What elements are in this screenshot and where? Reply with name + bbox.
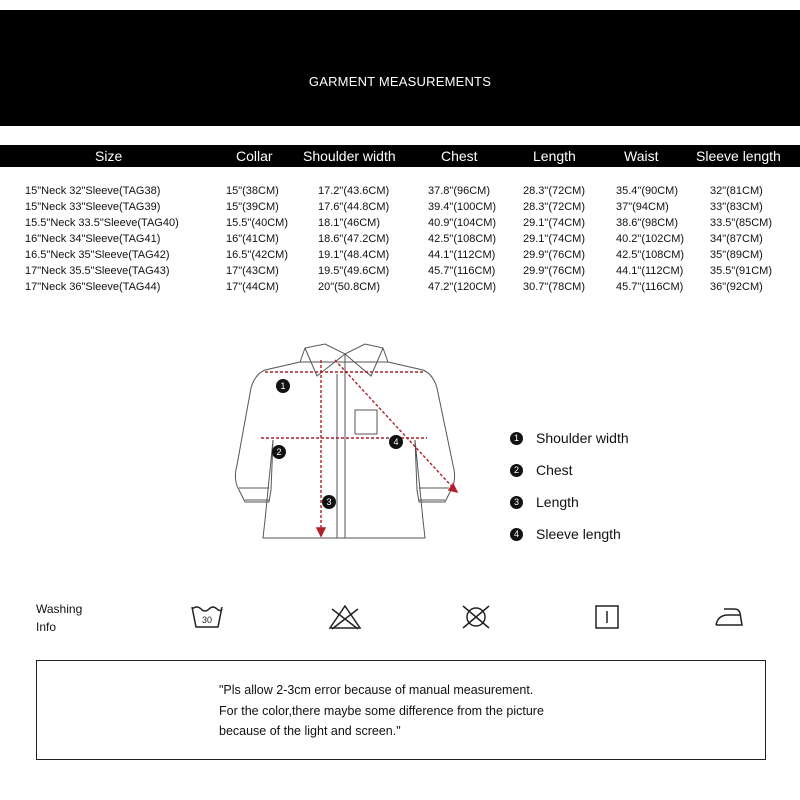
legend-label: Chest [536, 462, 573, 478]
table-row [0, 217, 800, 233]
cell-size: 15.5"Neck 33.5"Sleeve(TAG40) [25, 217, 179, 229]
cell-chest: 44.1"(112CM) [428, 249, 496, 261]
table-row [0, 201, 800, 217]
table-row [0, 281, 800, 297]
cell-shoulder: 17.2"(43.6CM) [318, 185, 390, 197]
cell-size: 17"Neck 35.5"Sleeve(TAG43) [25, 265, 170, 277]
cell-length: 28.3"(72CM) [523, 185, 585, 197]
disclaimer-line3: because of the light and screen." [219, 724, 401, 738]
header-collar: Collar [236, 148, 273, 164]
cell-size: 16"Neck 34"Sleeve(TAG41) [25, 233, 161, 245]
cell-waist: 38.6"(98CM) [616, 217, 678, 229]
cell-length: 29.9"(76CM) [523, 265, 585, 277]
legend-number: 3 [510, 496, 523, 509]
legend-label: Shoulder width [536, 430, 629, 446]
disclaimer-line2: For the color,there maybe some difference from the picture [219, 704, 544, 718]
washing-info-label [36, 600, 82, 636]
cell-waist: 35.4"(90CM) [616, 185, 678, 197]
shirt-collar [300, 344, 388, 362]
header-size: Size [95, 148, 123, 164]
cell-size: 15"Neck 33"Sleeve(TAG39) [25, 201, 161, 213]
cell-waist: 45.7"(116CM) [616, 281, 684, 293]
cell-chest: 40.9"(104CM) [428, 217, 497, 229]
cell-chest: 45.7"(116CM) [428, 265, 496, 277]
disclaimer-box [36, 660, 766, 760]
page-title: GARMENT MEASUREMENTS [308, 74, 492, 89]
legend-number: 2 [510, 464, 523, 477]
header-waist: Waist [624, 148, 659, 164]
cell-sleeve: 35.5"(91CM) [710, 265, 772, 277]
marker-4-label: 4 [393, 437, 399, 447]
table-row [0, 249, 800, 265]
cell-size: 17"Neck 36"Sleeve(TAG44) [25, 281, 161, 293]
cell-chest: 37.8"(96CM) [428, 185, 490, 197]
table-row [0, 233, 800, 249]
marker-1-label: 1 [280, 381, 286, 391]
cell-length: 28.3"(72CM) [523, 201, 585, 213]
cell-length: 30.7"(78CM) [523, 281, 585, 293]
cell-shoulder: 18.6"(47.2CM) [318, 233, 390, 245]
iron-icon [712, 603, 746, 631]
cell-waist: 40.2"(102CM) [616, 233, 685, 245]
cell-collar: 16"(41CM) [226, 233, 279, 245]
no-bleach-icon [328, 603, 362, 631]
marker-3-label: 3 [326, 497, 332, 507]
line-dry-icon [590, 603, 624, 631]
cell-chest: 42.5"(108CM) [428, 233, 497, 245]
table-row [0, 265, 800, 281]
cell-collar: 17"(44CM) [226, 281, 279, 293]
header-shoulder-width: Shoulder width [303, 148, 396, 164]
cell-sleeve: 36"(92CM) [710, 281, 763, 293]
cell-collar: 15.5"(40CM) [226, 217, 288, 229]
wash-30-icon [190, 603, 224, 631]
disclaimer-line1: "Pls allow 2-3cm error because of manual measurement. [219, 683, 534, 697]
cell-shoulder: 19.5"(49.6CM) [318, 265, 390, 277]
table-row [0, 185, 800, 201]
legend-number: 1 [510, 432, 523, 445]
cell-collar: 15"(39CM) [226, 201, 279, 213]
legend-label: Sleeve length [536, 526, 621, 542]
cell-size: 15"Neck 32"Sleeve(TAG38) [25, 185, 161, 197]
shirt-measurement-diagram [225, 340, 475, 555]
legend-number: 4 [510, 528, 523, 541]
cell-sleeve: 33"(83CM) [710, 201, 763, 213]
cell-collar: 17"(43CM) [226, 265, 279, 277]
legend-label: Length [536, 494, 579, 510]
cell-waist: 42.5"(108CM) [616, 249, 685, 261]
cell-collar: 16.5"(42CM) [226, 249, 288, 261]
cell-chest: 47.2"(120CM) [428, 281, 497, 293]
cell-chest: 39.4"(100CM) [428, 201, 497, 213]
marker-2-label: 2 [276, 447, 282, 457]
measurement-table [0, 185, 800, 297]
cell-sleeve: 33.5"(85CM) [710, 217, 772, 229]
cell-length: 29.1"(74CM) [523, 233, 585, 245]
cell-length: 29.1"(74CM) [523, 217, 585, 229]
cell-sleeve: 32"(81CM) [710, 185, 763, 197]
header-sleeve-length: Sleeve length [696, 148, 781, 164]
title-banner [0, 10, 800, 126]
cell-sleeve: 35"(89CM) [710, 249, 763, 261]
cell-size: 16.5"Neck 35"Sleeve(TAG42) [25, 249, 170, 261]
washing-label-line1: Washing [36, 602, 83, 616]
header-chest: Chest [441, 148, 478, 164]
cell-shoulder: 18.1"(46CM) [318, 217, 380, 229]
cell-shoulder: 19.1"(48.4CM) [318, 249, 390, 261]
cell-collar: 15"(38CM) [226, 185, 279, 197]
header-length: Length [533, 148, 576, 164]
washing-label-line2: Info [36, 620, 57, 634]
table-header [0, 145, 800, 167]
cell-sleeve: 34"(87CM) [710, 233, 763, 245]
no-tumble-dry-icon [459, 603, 493, 631]
cell-shoulder: 20"(50.8CM) [318, 281, 380, 293]
cell-waist: 37"(94CM) [616, 201, 669, 213]
cell-shoulder: 17.6"(44.8CM) [318, 201, 390, 213]
cell-length: 29.9"(76CM) [523, 249, 585, 261]
sleeve-line [335, 360, 457, 492]
cell-waist: 44.1"(112CM) [616, 265, 684, 277]
wash-temperature: 30 [201, 615, 213, 625]
